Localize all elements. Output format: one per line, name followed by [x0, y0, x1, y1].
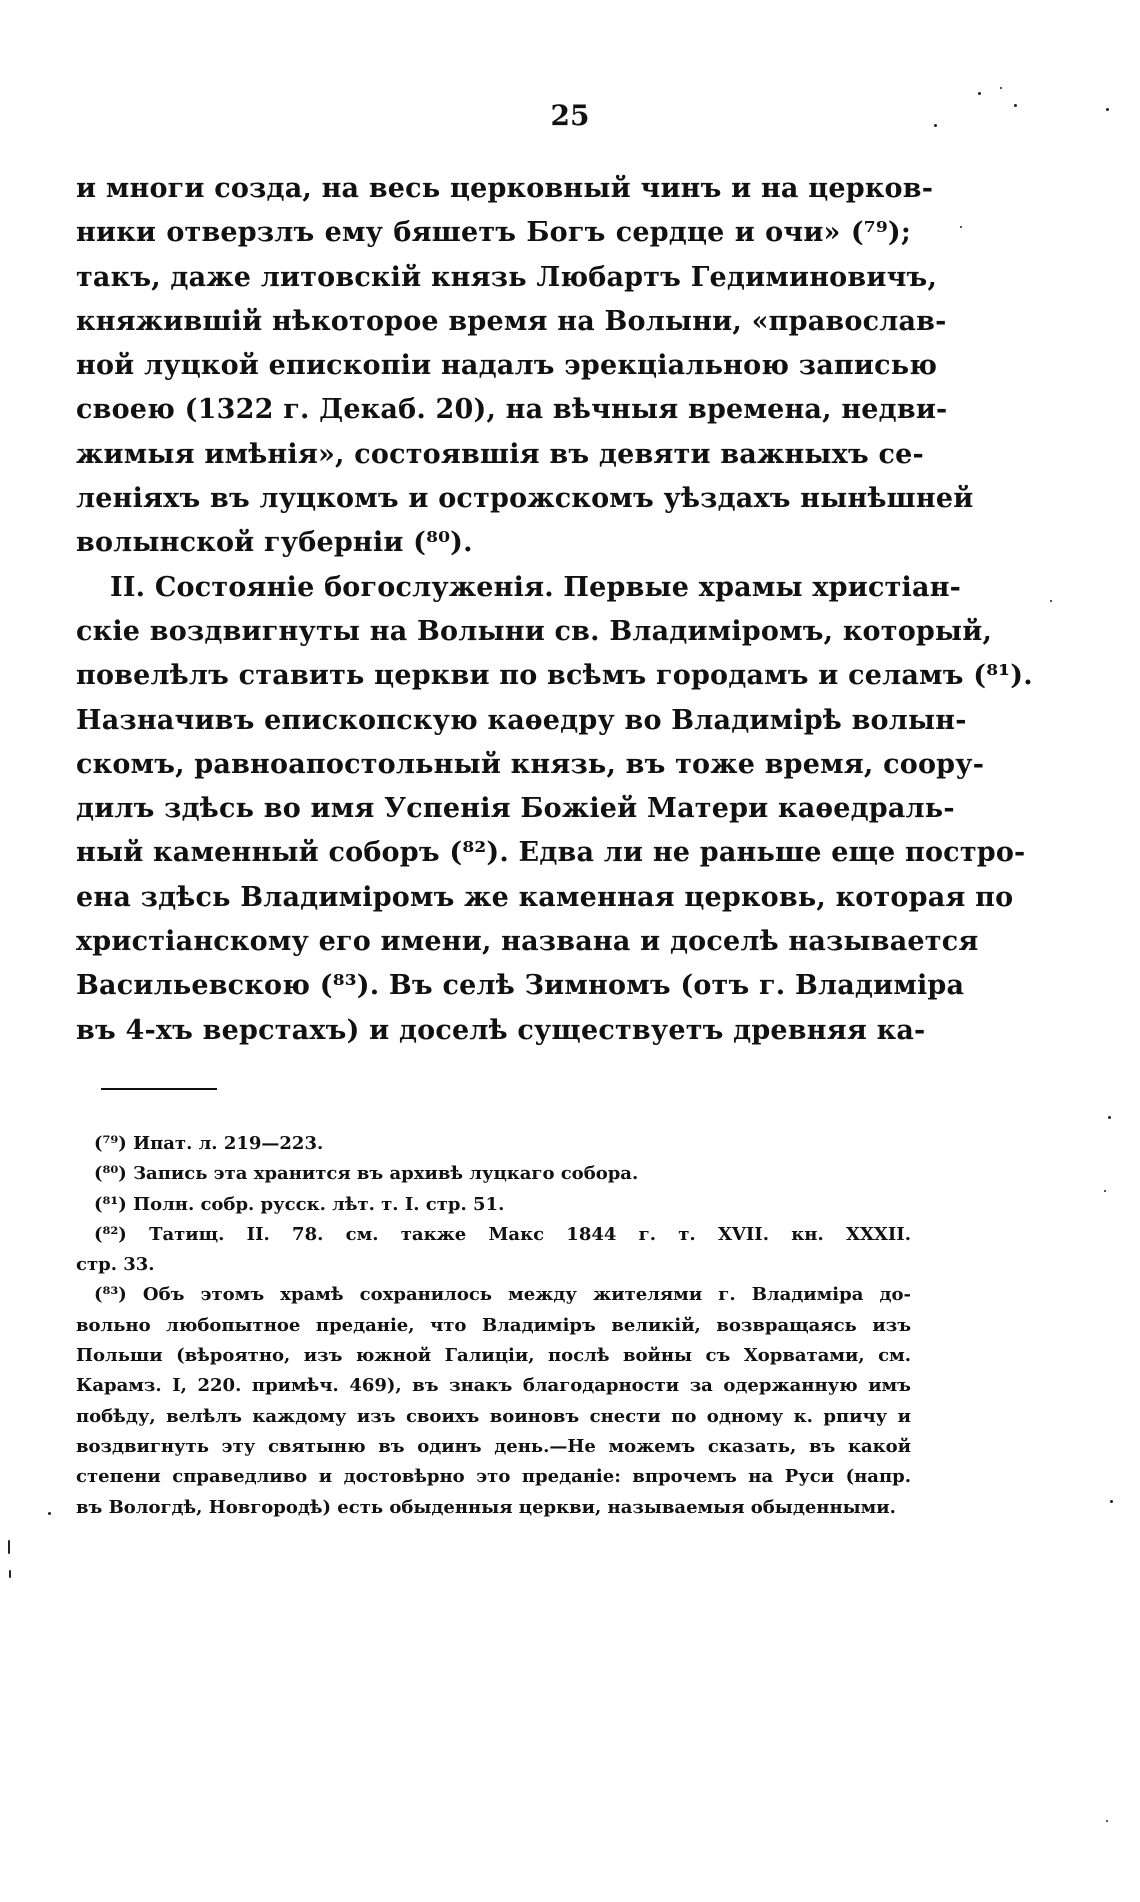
page-number: 25 — [550, 99, 590, 132]
footnote-line: (⁸¹) Полн. собр. русск. лѣт. т. I. стр. 51. — [94, 1193, 505, 1215]
footnote-line: въ Вологдѣ, Новгородѣ) есть обыденныя церкви, называемыя обыденными. — [76, 1496, 896, 1518]
body-line: леніяхъ въ луцкомъ и острожскомъ уѣздахъ нынѣшней — [76, 483, 974, 515]
scan-speck — [8, 1540, 10, 1554]
footnote-line: (⁸⁰) Запись эта хранится въ архивѣ луцкаго собора. — [94, 1163, 639, 1185]
body-text — [76, 167, 1033, 1053]
body-line: и многи созда, на весь церковный чинъ и на церков- — [76, 173, 934, 204]
footnotes — [76, 1129, 911, 1523]
scan-speck — [934, 124, 937, 127]
footnote-line: вольно любопытное преданіе, что Владиміръ великій, возвращаясь изъ — [76, 1314, 911, 1336]
scan-speck — [1106, 108, 1109, 111]
scan-speck — [1000, 87, 1002, 89]
body-line: волынской губерніи (⁸⁰). — [76, 527, 473, 559]
scan-speck — [978, 92, 981, 95]
footnote-line: степени справедливо и достовѣрно это преданіе: впрочемъ на Руси (напр. — [76, 1466, 911, 1488]
body-line: ники отверзлъ ему бяшетъ Богъ сердце и очи» (⁷⁹); — [76, 217, 911, 249]
scan-speck — [1104, 1190, 1106, 1192]
body-line: скомъ, равноапостольный князь, въ тоже время, соору- — [76, 748, 985, 780]
scan-speck — [1110, 1500, 1113, 1503]
body-line: своею (1322 г. Декаб. 20), на вѣчныя времена, недви- — [76, 394, 948, 426]
body-line: Васильевскою (⁸³). Въ селѣ Зимномъ (отъ г. Владиміра — [76, 970, 965, 1002]
footnote-line: побѣду, велѣлъ каждому изъ своихъ воиновъ снести по одному к. рпичу и — [76, 1405, 911, 1427]
footnote-line: (⁷⁹) Ипат. л. 219—223. — [94, 1133, 324, 1154]
footnote-line: стр. 33. — [76, 1254, 155, 1276]
footnote-line: (⁸³) Объ этомъ храмѣ сохранилось между жителями г. Владиміра до- — [94, 1284, 911, 1306]
body-line: ной луцкой епископіи надалъ эрекціальною записью — [76, 350, 938, 382]
scan-speck — [1050, 600, 1052, 602]
scan-speck — [1106, 1820, 1108, 1822]
body-line: ена здѣсь Владиміромъ же каменная церковь, которая по — [76, 881, 1014, 913]
scan-speck — [1014, 104, 1017, 107]
footnote-line: Польши (вѣроятно, изъ южной Галиціи, послѣ войны съ Хорватами, см. — [76, 1345, 911, 1367]
body-line: ный каменный соборъ (⁸²). Едва ли не раньше еще постро- — [76, 837, 1026, 869]
body-line: повелѣлъ ставить церкви по всѣмъ городамъ и селамъ (⁸¹). — [76, 660, 1033, 692]
body-line: скіе воздвигнуты на Волыни св. Владиміромъ, который, — [76, 615, 993, 647]
body-line: такъ, даже литовскій князь Любартъ Гедиминовичъ, — [76, 261, 938, 293]
footnote-line: (⁸²) Татищ. II. 78. см. также Макс 1844 г. т. XVII. кн. XXXII. — [94, 1223, 911, 1245]
scan-speck — [960, 226, 962, 228]
scan-speck — [1108, 1116, 1111, 1119]
body-line: христіанскому его имени, названа и доселѣ называется — [76, 926, 979, 958]
body-line: княжившій нѣкоторое время на Волыни, «православ- — [76, 305, 947, 337]
footnote-separator — [101, 1088, 217, 1090]
scan-speck — [48, 1512, 51, 1515]
body-line: жимыя имѣнія», состоявшія въ девяти важныхъ се- — [76, 438, 924, 470]
body-line: въ 4-хъ верстахъ) и доселѣ существуетъ древняя ка- — [76, 1014, 926, 1046]
body-line: дилъ здѣсь во имя Успенія Божіей Матери каѳедраль- — [76, 793, 955, 825]
section-heading-line: II. Состояніе богослуженія. Первые храмы христіан- — [110, 571, 962, 603]
body-line: Назначивъ епископскую каѳедру во Владимірѣ волын- — [76, 704, 967, 736]
footnote-line: воздвигнуть эту святыню въ одинъ день.—Не можемъ сказать, въ какой — [76, 1435, 911, 1457]
footnote-line: Карамз. I, 220. примѣч. 469), въ знакъ благодарности за одержанную имъ — [76, 1375, 911, 1397]
scan-speck — [9, 1570, 11, 1578]
